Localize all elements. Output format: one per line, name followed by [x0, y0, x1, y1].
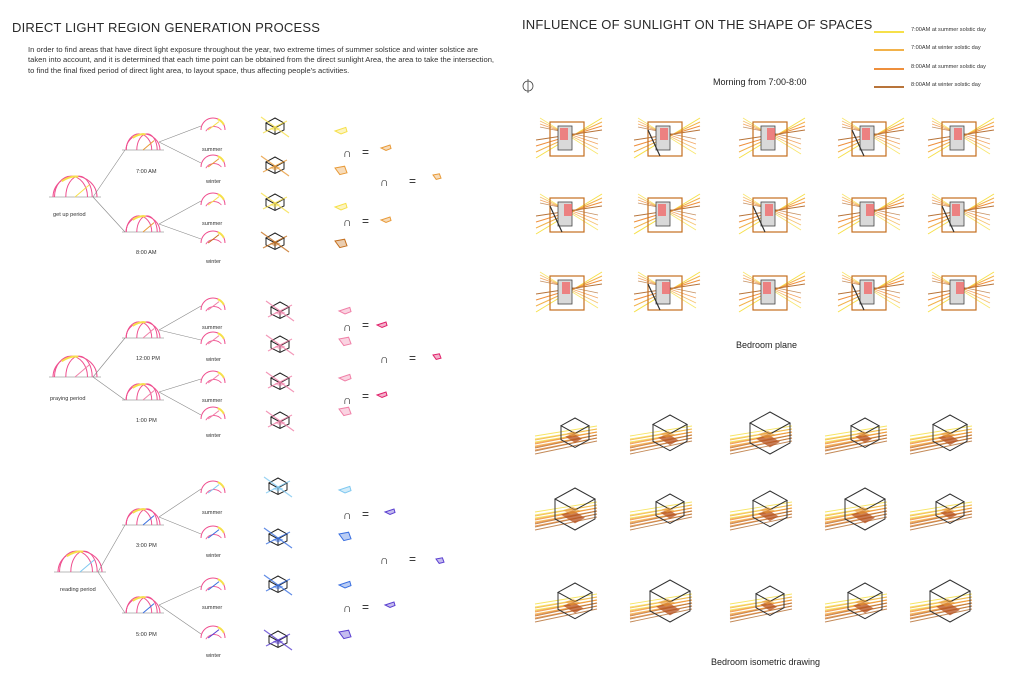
legend-label: 7:00AM at summer solstic day [911, 27, 986, 33]
direct-light-zone [952, 204, 960, 216]
direct-light-zone [767, 128, 775, 140]
season-label: winter [206, 357, 221, 363]
sun-ray [535, 609, 597, 622]
direct-light-zone [560, 128, 568, 140]
direct-light-zone [954, 128, 962, 140]
equals-symbol: = [409, 174, 417, 188]
season-label: summer [202, 325, 223, 331]
direct-light-zone [864, 282, 872, 294]
intersection-symbol: ∩ [380, 352, 389, 366]
direct-light-zone [660, 128, 668, 140]
section-subtitle: Morning from 7:00-8:00 [713, 77, 807, 87]
direct-light-zone [658, 204, 666, 216]
season-label: winter [206, 653, 221, 659]
intersection-symbol: ∩ [343, 508, 352, 522]
season-label: winter [206, 179, 221, 185]
time-label: 8:00 AM [136, 250, 157, 256]
sun-ray [630, 441, 692, 454]
direct-light-zone [562, 282, 570, 294]
equals-symbol: = [362, 214, 370, 228]
iso-caption: Bedroom isometric drawing [711, 657, 821, 667]
season-label: summer [202, 398, 223, 404]
sun-ray [910, 441, 972, 454]
period-label: praying period [50, 396, 86, 402]
equals-symbol: = [409, 552, 417, 566]
plane-caption: Bedroom plane [736, 340, 798, 350]
season-label: summer [202, 605, 223, 611]
time-label: 5:00 PM [136, 632, 157, 638]
time-label: 3:00 PM [136, 543, 157, 549]
direct-light-zone [765, 204, 773, 216]
time-label: 1:00 PM [136, 418, 157, 424]
equals-symbol: = [362, 145, 370, 159]
intersection-symbol: ∩ [380, 553, 389, 567]
legend-label: 7:00AM at winter solstic day [911, 45, 981, 51]
season-label: summer [202, 147, 223, 153]
intro-paragraph: In order to find areas that have direct light exposure throughout the year, two extreme times of summer solstice and winter solstice are taken into account, and it is determined that each time point can be obtained from the direct sunlight Area, the area to take the intersection, to find the final fixed period of direct light area, to layout space, thus affecting people's activities. [28, 45, 495, 75]
direct-light-zone [662, 282, 670, 294]
equals-symbol: = [362, 600, 370, 614]
intersection-symbol: ∩ [343, 601, 352, 615]
season-label: summer [202, 510, 223, 516]
equals-symbol: = [362, 318, 370, 332]
sun-ray [730, 517, 792, 530]
legend-label: 8:00AM at winter solstic day [911, 82, 981, 88]
equals-symbol: = [409, 351, 417, 365]
direct-light-zone [763, 282, 771, 294]
time-label: 7:00 AM [136, 169, 157, 175]
season-label: winter [206, 553, 221, 559]
time-label: 12:00 PM [136, 356, 160, 362]
intersection-symbol: ∩ [343, 393, 352, 407]
intersection-symbol: ∩ [343, 146, 352, 160]
intersection-symbol: ∩ [343, 320, 352, 334]
period-label: reading period [60, 587, 96, 593]
season-label: winter [206, 259, 221, 265]
direct-light-zone [862, 128, 870, 140]
period-label: get up period [53, 212, 86, 218]
equals-symbol: = [362, 389, 370, 403]
intersection-symbol: ∩ [343, 215, 352, 229]
season-label: summer [202, 221, 223, 227]
intersection-symbol: ∩ [380, 175, 389, 189]
right-panel-title: INFLUENCE OF SUNLIGHT ON THE SHAPE OF SPACES [522, 17, 873, 32]
legend-label: 8:00AM at summer solstic day [911, 64, 986, 70]
direct-light-zone [564, 204, 572, 216]
season-label: winter [206, 433, 221, 439]
direct-light-zone [956, 282, 964, 294]
equals-symbol: = [362, 507, 370, 521]
left-panel-title: DIRECT LIGHT REGION GENERATION PROCESS [12, 20, 321, 35]
direct-light-zone [866, 204, 874, 216]
sun-ray [825, 609, 887, 622]
